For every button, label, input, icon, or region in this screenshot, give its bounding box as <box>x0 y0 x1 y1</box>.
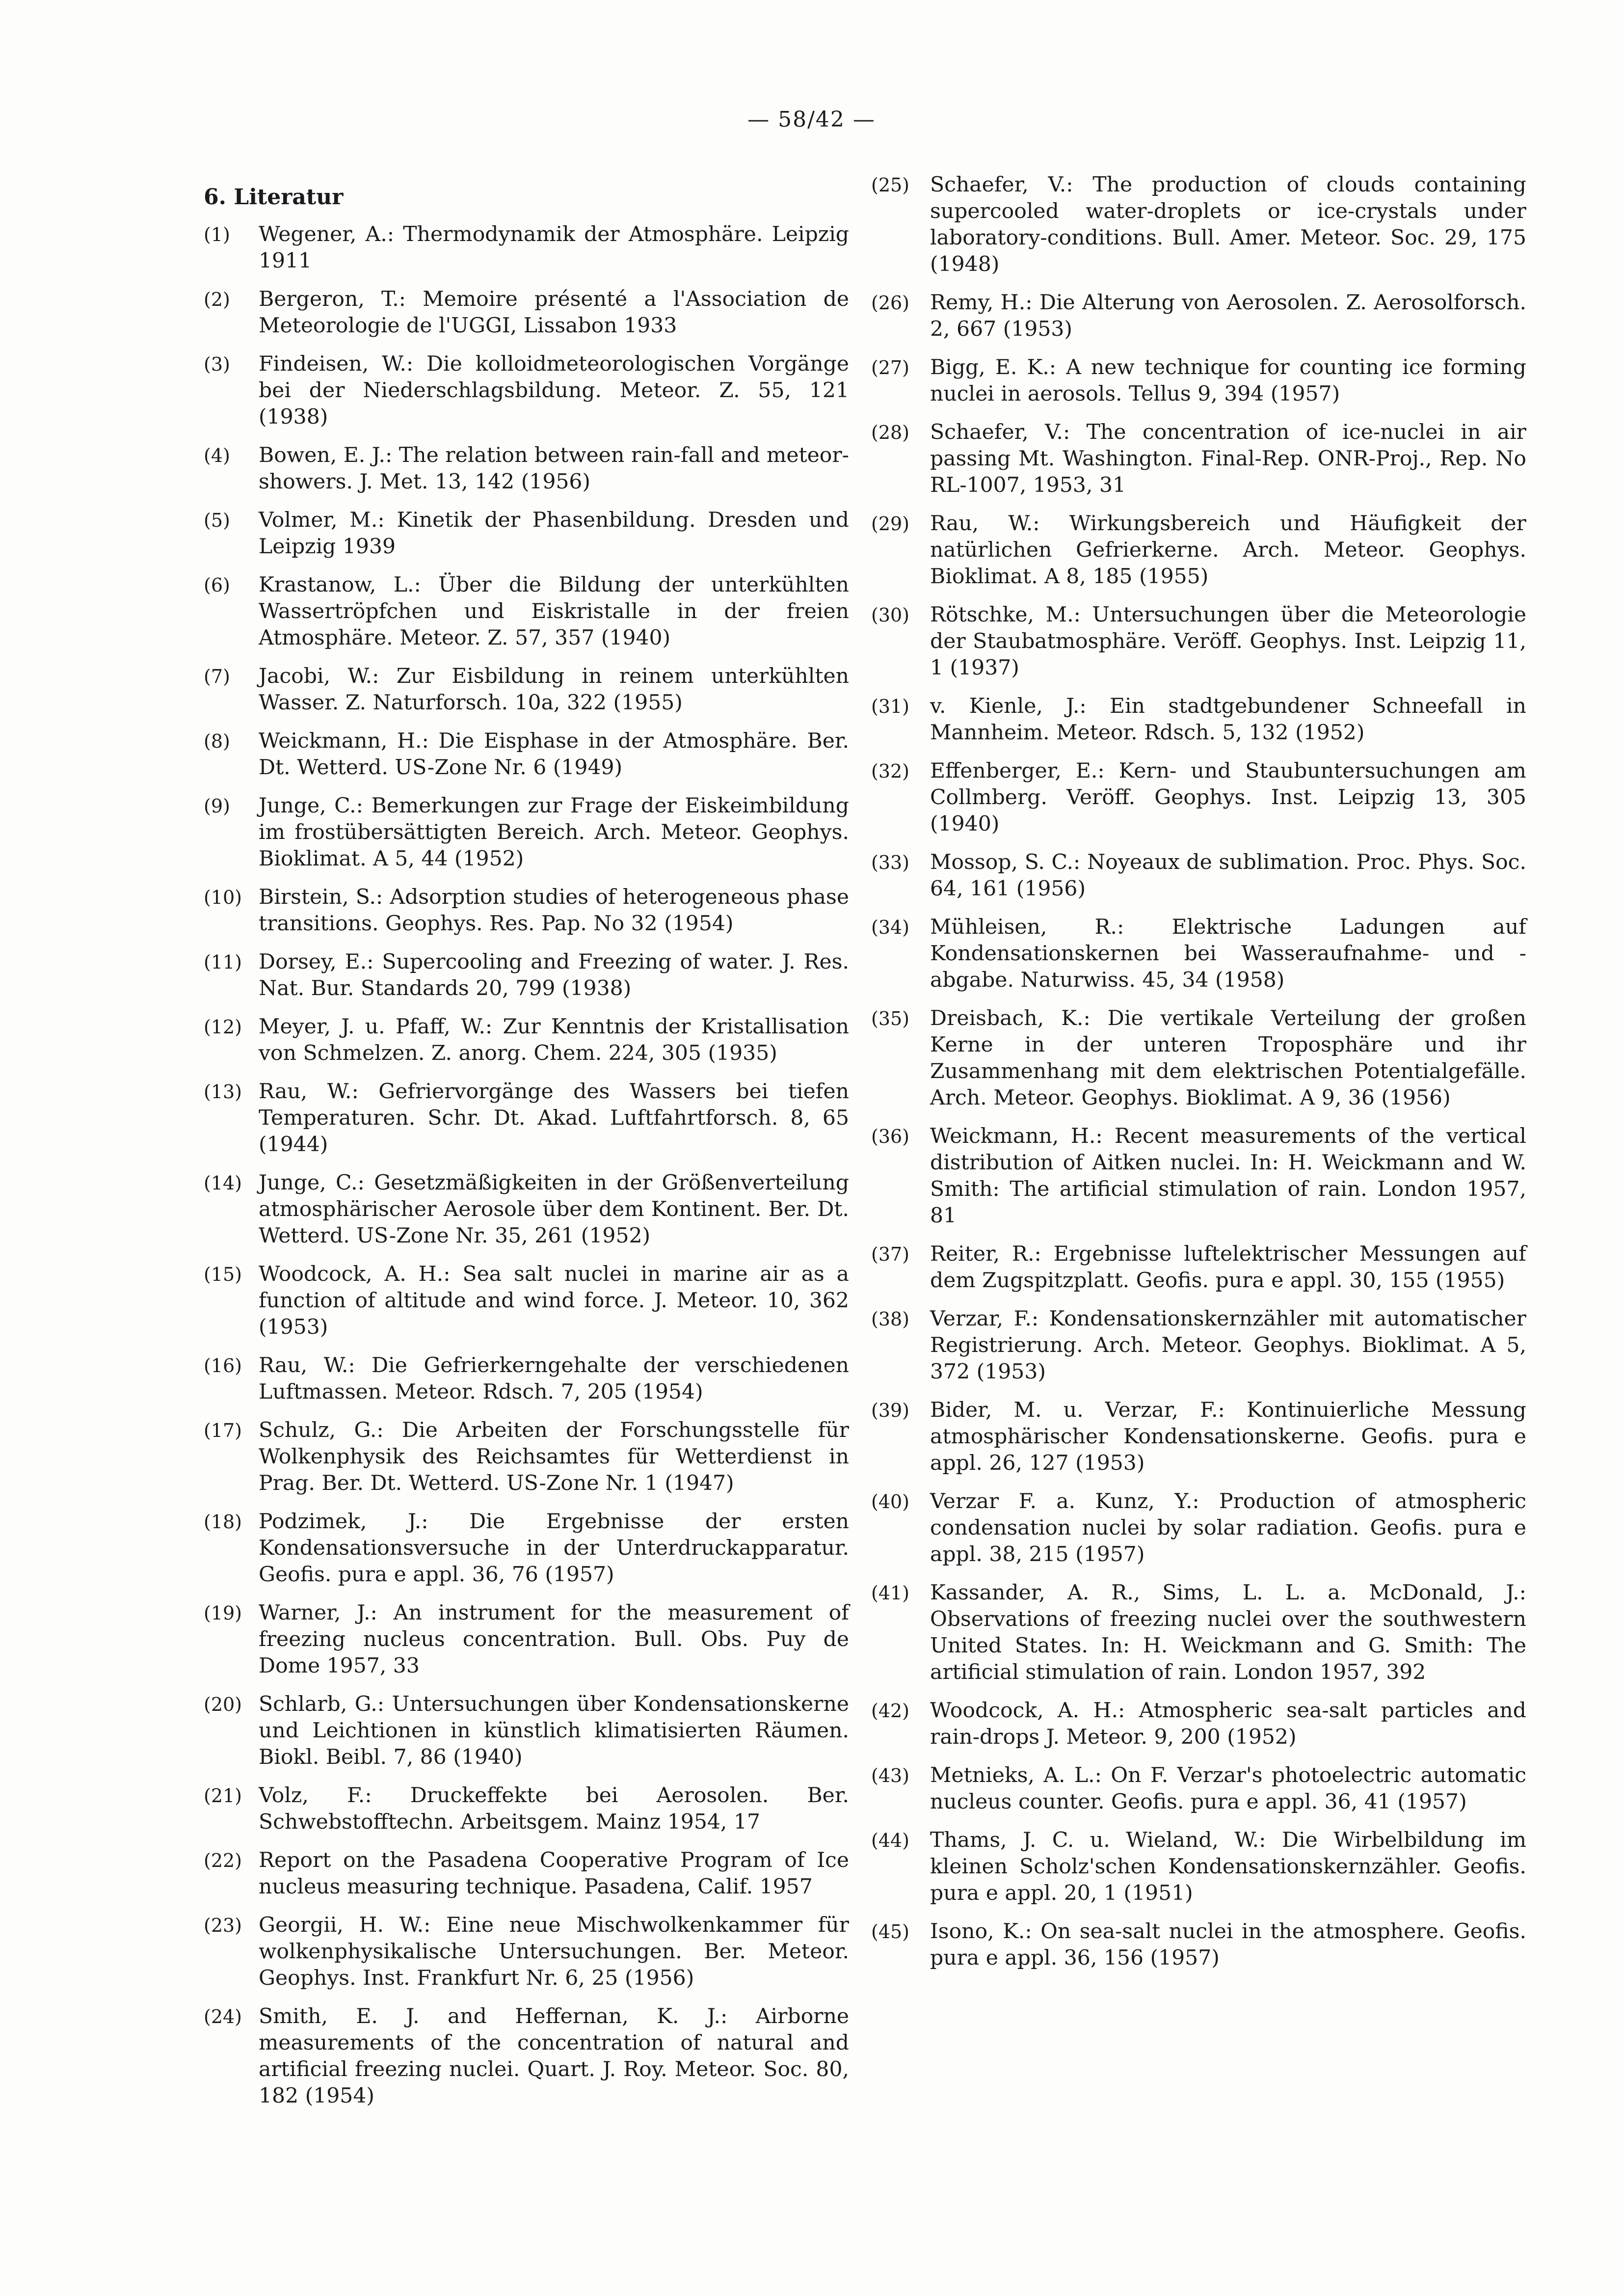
reference-text: Thams, J. C. u. Wieland, W.: Die Wirbelbildung im kleinen Scholz'schen Kondensationskernzähler. Geofis. pura e appl. 20, 1 (1951) <box>930 1828 1526 1905</box>
reference-entry <box>204 793 849 872</box>
reference-entry <box>204 442 849 495</box>
reference-number: (22) <box>204 1850 242 1871</box>
reference-text: Schlarb, G.: Untersuchungen über Kondensationskerne und Leichtionen in künstlich klimatisierten Räumen. Biokl. Beibl. 7, 86 (1940) <box>259 1692 849 1769</box>
reference-number: (25) <box>871 174 910 196</box>
reference-entry <box>871 914 1526 994</box>
reference-text: Bowen, E. J.: The relation between rain-fall and meteor-showers. J. Met. 13, 142 (1956) <box>259 443 849 494</box>
reference-entry <box>204 1509 849 1588</box>
reference-number: (30) <box>871 604 910 626</box>
reference-number: (32) <box>871 760 910 782</box>
reference-number: (45) <box>871 1921 910 1943</box>
reference-entry <box>871 1306 1526 1385</box>
reference-text: Georgii, H. W.: Eine neue Mischwolkenkammer für wolkenphysikalische Untersuchungen. Ber. Meteor. Geophys. Inst. Frankfurt Nr. 6, 25 (1956) <box>259 1913 849 1990</box>
reference-number: (16) <box>204 1355 242 1377</box>
reference-text: Mossop, S. C.: Noyeaux de sublimation. Proc. Phys. Soc. 64, 161 (1956) <box>930 850 1526 901</box>
reference-entry <box>204 884 849 937</box>
reference-entry <box>204 1783 849 1836</box>
reference-number: (38) <box>871 1308 910 1330</box>
reference-number: (21) <box>204 1785 242 1807</box>
reference-entry <box>204 1261 849 1341</box>
reference-number: (43) <box>871 1765 910 1786</box>
reference-number: (40) <box>871 1491 910 1513</box>
reference-text: Schulz, G.: Die Arbeiten der Forschungsstelle für Wolkenphysik des Reichsamtes für Wetterdienst in Prag. Ber. Dt. Wetterd. US-Zone Nr. 1 (1947) <box>259 1418 849 1495</box>
reference-text: Remy, H.: Die Alterung von Aerosolen. Z. Aerosolforsch. 2, 667 (1953) <box>930 291 1526 341</box>
reference-number: (39) <box>871 1400 910 1421</box>
reference-entry <box>871 758 1526 837</box>
reference-text: Warner, J.: An instrument for the measurement of freezing nucleus concentration. Bull. Obs. Puy de Dome 1957, 33 <box>259 1601 849 1678</box>
reference-entry <box>204 1847 849 1900</box>
reference-entry <box>871 1827 1526 1907</box>
reference-text: Krastanow, L.: Über die Bildung der unterkühlten Wassertröpfchen und Eiskristalle in der freien Atmosphäre. Meteor. Z. 57, 357 (1940) <box>259 573 849 650</box>
reference-text: Findeisen, W.: Die kolloidmeteorologischen Vorgänge bei der Niederschlagsbildung. Meteor. Z. 55, 121 (1938) <box>259 352 849 429</box>
reference-column-right <box>871 172 1526 1983</box>
reference-entry <box>871 511 1526 590</box>
reference-number: (11) <box>204 951 242 973</box>
reference-number: (7) <box>204 666 230 687</box>
reference-number: (12) <box>204 1016 242 1038</box>
reference-entry <box>204 351 849 431</box>
reference-text: Mühleisen, R.: Elektrische Ladungen auf Kondensationskernen bei Wasseraufnahme- und -abgabe. Naturwiss. 45, 34 (1958) <box>930 915 1526 992</box>
reference-entry <box>204 663 849 716</box>
reference-number: (20) <box>204 1694 242 1715</box>
reference-entry <box>204 1014 849 1067</box>
reference-number: (26) <box>871 292 910 314</box>
reference-text: Schaefer, V.: The concentration of ice-nuclei in air passing Mt. Washington. Final-Rep. ONR-Proj., Rep. No RL-1007, 1953, 31 <box>930 420 1526 497</box>
reference-number: (17) <box>204 1420 242 1441</box>
reference-entry <box>871 849 1526 902</box>
reference-text: Rau, W.: Gefriervorgänge des Wassers bei tiefen Temperaturen. Schr. Dt. Akad. Luftfahrtforsch. 8, 65 (1944) <box>259 1080 849 1157</box>
reference-entry <box>871 1397 1526 1477</box>
reference-list-left <box>204 221 849 2109</box>
reference-number: (19) <box>204 1602 242 1624</box>
reference-number: (5) <box>204 510 230 531</box>
reference-entry <box>204 1600 849 1679</box>
reference-text: Verzar, F.: Kondensationskernzähler mit automatischer Registrierung. Arch. Meteor. Geophys. Bioklimat. A 5, 372 (1953) <box>930 1307 1526 1384</box>
reference-text: Kassander, A. R., Sims, L. L. a. McDonald, J.: Observations of freezing nuclei over the southwestern United States. In: H. Weickmann and G. Smith: The artificial stimulation of rain. London 1957, 392 <box>930 1581 1526 1684</box>
reference-number: (33) <box>871 852 910 873</box>
reference-text: Rau, W.: Wirkungsbereich und Häufigkeit der natürlichen Gefrierkerne. Arch. Meteor. Geophys. Bioklimat. A 8, 185 (1955) <box>930 512 1526 589</box>
reference-text: Rötschke, M.: Untersuchungen über die Meteorologie der Staubatmosphäre. Veröff. Geophys. Inst. Leipzig 11, 1 (1937) <box>930 603 1526 680</box>
reference-text: v. Kienle, J.: Ein stadtgebundener Schneefall in Mannheim. Meteor. Rdsch. 5, 132 (1952) <box>930 694 1526 745</box>
page-number: — 58/42 — <box>747 107 876 132</box>
reference-number: (15) <box>204 1264 242 1285</box>
reference-text: Bigg, E. K.: A new technique for counting ice forming nuclei in aerosols. Tellus 9, 394 (1957) <box>930 355 1526 406</box>
reference-entry <box>871 419 1526 499</box>
reference-text: Junge, C.: Bemerkungen zur Frage der Eiskeimbildung im frostübersättigten Bereich. Arch. Meteor. Geophys. Bioklimat. A 5, 44 (1952) <box>259 794 849 871</box>
reference-number: (13) <box>204 1081 242 1103</box>
reference-number: (23) <box>204 1915 242 1936</box>
reference-entry <box>204 728 849 781</box>
reference-text: Meyer, J. u. Pfaff, W.: Zur Kenntnis der Kristallisation von Schmelzen. Z. anorg. Chem. 224, 305 (1935) <box>259 1015 849 1065</box>
reference-text: Schaefer, V.: The production of clouds containing supercooled water-droplets or ice-crystals under laboratory-conditions. Bull. Amer. Meteor. Soc. 29, 175 (1948) <box>930 173 1526 276</box>
reference-text: Bergeron, T.: Memoire présenté a l'Association de Meteorologie de l'UGGI, Lissabon 1933 <box>259 287 849 338</box>
reference-column-left <box>204 184 849 2121</box>
reference-entry <box>871 602 1526 681</box>
reference-number: (35) <box>871 1008 910 1029</box>
reference-list-right <box>871 172 1526 1972</box>
reference-text: Birstein, S.: Adsorption studies of heterogeneous phase transitions. Geophys. Res. Pap. No 32 (1954) <box>259 885 849 936</box>
reference-number: (4) <box>204 445 230 466</box>
reference-entry <box>204 1691 849 1771</box>
reference-entry <box>871 1698 1526 1751</box>
reference-text: Effenberger, E.: Kern- und Staubuntersuchungen am Collmberg. Veröff. Geophys. Inst. Leipzig 13, 305 (1940) <box>930 759 1526 836</box>
reference-text: Report on the Pasadena Cooperative Program of Ice nucleus measuring technique. Pasadena, Calif. 1957 <box>259 1848 849 1899</box>
reference-text: Smith, E. J. and Heffernan, K. J.: Airborne measurements of the concentration of natural and artificial freezing nuclei. Quart. J. Roy. Meteor. Soc. 80, 182 (1954) <box>259 2004 849 2108</box>
reference-number: (42) <box>871 1700 910 1722</box>
reference-number: (3) <box>204 353 230 375</box>
reference-entry <box>204 1170 849 1249</box>
reference-number: (44) <box>871 1830 910 1851</box>
reference-text: Metnieks, A. L.: On F. Verzar's photoelectric automatic nucleus counter. Geofis. pura e appl. 36, 41 (1957) <box>930 1763 1526 1814</box>
reference-number: (8) <box>204 730 230 752</box>
reference-number: (2) <box>204 289 230 310</box>
reference-text: Wegener, A.: Thermodynamik der Atmosphäre. Leipzig 1911 <box>259 222 849 273</box>
reference-entry <box>204 286 849 339</box>
reference-number: (10) <box>204 887 242 908</box>
reference-text: Dorsey, E.: Supercooling and Freezing of water. J. Res. Nat. Bur. Standards 20, 799 (1938) <box>259 950 849 1000</box>
reference-number: (36) <box>871 1126 910 1147</box>
reference-entry <box>871 354 1526 407</box>
reference-entry <box>871 172 1526 278</box>
reference-entry <box>204 1079 849 1158</box>
reference-number: (28) <box>871 422 910 443</box>
reference-number: (29) <box>871 513 910 535</box>
reference-number: (9) <box>204 795 230 817</box>
reference-entry <box>871 1005 1526 1111</box>
reference-number: (14) <box>204 1172 242 1194</box>
reference-text: Rau, W.: Die Gefrierkerngehalte der verschiedenen Luftmassen. Meteor. Rdsch. 7, 205 (1954) <box>259 1353 849 1404</box>
reference-text: Dreisbach, K.: Die vertikale Verteilung der großen Kerne in der unteren Troposphäre und ihr Zusammenhang mit dem elektrischen Potentialgefälle. Arch. Meteor. Geophys. Bioklimat. A 9, 36 (1956) <box>930 1006 1526 1110</box>
reference-text: Podzimek, J.: Die Ergebnisse der ersten Kondensationsversuche in der Unterdruckapparatur. Geofis. pura e appl. 36, 76 (1957) <box>259 1510 849 1587</box>
reference-entry <box>204 221 849 274</box>
reference-text: Volz, F.: Druckeffekte bei Aerosolen. Ber. Schwebstofftechn. Arbeitsgem. Mainz 1954, 17 <box>259 1783 849 1834</box>
reference-entry <box>871 1123 1526 1229</box>
reference-entry <box>204 2003 849 2109</box>
reference-text: Woodcock, A. H.: Sea salt nuclei in marine air as a function of altitude and wind force. J. Meteor. 10, 362 (1953) <box>259 1262 849 1339</box>
reference-text: Volmer, M.: Kinetik der Phasenbildung. Dresden und Leipzig 1939 <box>259 508 849 559</box>
reference-text: Weickmann, H.: Die Eisphase in der Atmosphäre. Ber. Dt. Wetterd. US-Zone Nr. 6 (1949) <box>259 729 849 780</box>
reference-number: (37) <box>871 1243 910 1265</box>
reference-text: Reiter, R.: Ergebnisse luftelektrischer Messungen auf dem Zugspitzplatt. Geofis. pura e appl. 30, 155 (1955) <box>930 1242 1526 1293</box>
reference-entry <box>871 1918 1526 1972</box>
reference-entry <box>204 949 849 1002</box>
reference-text: Weickmann, H.: Recent measurements of the vertical distribution of Aitken nuclei. In: H. Weickmann and W. Smith: The artificial stimulation of rain. London 1957, 81 <box>930 1124 1526 1228</box>
reference-number: (31) <box>871 696 910 717</box>
reference-number: (24) <box>204 2006 242 2027</box>
reference-entry <box>204 1912 849 1992</box>
reference-entry <box>871 1762 1526 1815</box>
reference-number: (27) <box>871 357 910 378</box>
reference-text: Isono, K.: On sea-salt nuclei in the atmosphere. Geofis. pura e appl. 36, 156 (1957) <box>930 1919 1526 1970</box>
reference-number: (34) <box>871 917 910 938</box>
reference-text: Bider, M. u. Verzar, F.: Kontinuierliche Messung atmosphärischer Kondensationskerne. Geofis. pura e appl. 26, 127 (1953) <box>930 1398 1526 1475</box>
reference-entry <box>871 1241 1526 1294</box>
section-title: 6. Literatur <box>204 185 344 210</box>
reference-entry <box>871 1580 1526 1686</box>
reference-number: (41) <box>871 1582 910 1604</box>
reference-number: (1) <box>204 224 230 245</box>
reference-entry <box>871 693 1526 746</box>
reference-text: Junge, C.: Gesetzmäßigkeiten in der Größenverteilung atmosphärischer Aerosole über dem Kontinent. Ber. Dt. Wetterd. US-Zone Nr. 35, 261 (1952) <box>259 1171 849 1248</box>
reference-text: Woodcock, A. H.: Atmospheric sea-salt particles and rain-drops J. Meteor. 9, 200 (1952) <box>930 1699 1526 1749</box>
reference-text: Verzar F. a. Kunz, Y.: Production of atmospheric condensation nuclei by solar radiation. Geofis. pura e appl. 38, 215 (1957) <box>930 1489 1526 1567</box>
reference-text: Jacobi, W.: Zur Eisbildung in reinem unterkühlten Wasser. Z. Naturforsch. 10a, 322 (1955) <box>259 664 849 715</box>
reference-entry <box>204 572 849 651</box>
reference-number: (18) <box>204 1511 242 1533</box>
reference-entry <box>204 1352 849 1405</box>
reference-number: (6) <box>204 574 230 596</box>
reference-entry <box>871 290 1526 343</box>
reference-entry <box>204 1417 849 1497</box>
reference-entry <box>871 1488 1526 1568</box>
reference-entry <box>204 507 849 560</box>
